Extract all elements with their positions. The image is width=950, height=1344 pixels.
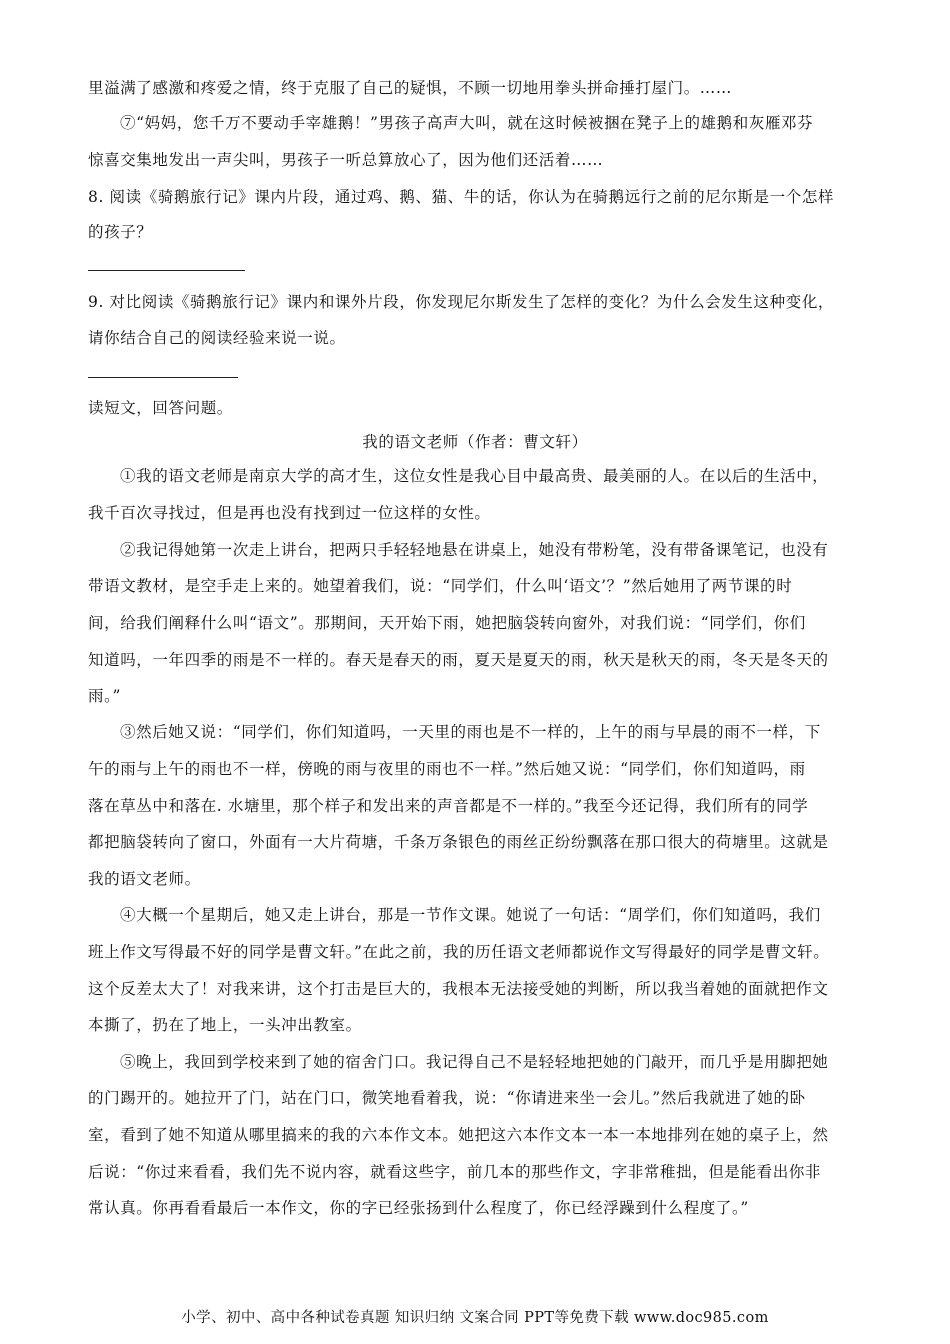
answer-line-question-8[interactable] — [88, 270, 245, 271]
article-line: 后说：“你过来看看，我们先不说内容，就看这些字，前几本的那些作文，字非常稚拙，但是能看出你非 — [88, 1163, 822, 1181]
passage-line: 惊喜交集地发出一声尖叫，男孩子一听总算放心了，因为他们还活着…… — [88, 151, 604, 169]
article-line: 午的雨与上午的雨也不一样，傍晚的雨与夜里的雨也不一样。”然后她又说：“同学们，你们知道吗，雨 — [88, 760, 806, 778]
passage-line: 里溢满了感激和疼爱之情，终于克服了自己的疑惧，不顾一切地用拳头拼命捶打屋门。…… — [88, 79, 733, 97]
section-instruction: 读短文，回答问题。 — [88, 399, 233, 417]
article-line: 室，看到了她不知道从哪里搞来的我的六本作文本。她把这六本作文本一本一本地排列在她的桌子上，然 — [88, 1126, 829, 1144]
footer-banner[interactable]: 小学、初中、高中各种试卷真题 知识归纳 文案合同 PPT等免费下载 www.doc985.com — [181, 1310, 769, 1326]
article-line: 我的语文老师。 — [88, 870, 201, 888]
article-line: 这个反差太大了！对我来讲，这个打击是巨大的，我根本无法接受她的判断，所以我当着她的面就把作文 — [88, 980, 829, 998]
article-paragraph-4: ④大概一个星期后，她又走上讲台，那是一节作文课。她说了一句话：“周学们，你们知道吗，我们 — [120, 906, 821, 924]
article-line: 雨。” — [88, 687, 121, 705]
article-paragraph-5: ⑤晚上，我回到学校来到了她的宿舍门口。我记得自己不是轻轻地把她的门敲开，而几乎是用脚把她 — [120, 1053, 829, 1071]
question-8-continued: 的孩子？ — [88, 223, 153, 241]
article-line: 带语文教材，是空手走上来的。她望着我们，说：“同学们，什么叫‘语文’？”然后她用了两节课的时 — [88, 577, 793, 595]
answer-line-question-9[interactable] — [88, 377, 238, 378]
article-line: 我千百次寻找过，但是再也没有找到过一位这样的女性。 — [88, 504, 491, 522]
question-8: 8. 阅读《骑鹅旅行记》课内片段，通过鸡、鹅、猫、牛的话，你认为在骑鹅远行之前的尼尔斯是一个怎样 — [88, 188, 835, 206]
article-line: 都把脑袋转向了窗口，外面有一大片荷塘，千条万条银色的雨丝正纷纷飘落在那口很大的荷塘里。这就是 — [88, 833, 829, 851]
question-9: 9. 对比阅读《骑鹅旅行记》课内和课外片段，你发现尼尔斯发生了怎样的变化？为什么会发生这种变化， — [88, 293, 835, 311]
article-line: 的门踢开的。她拉开了门，站在门口，微笑地看着我，说：“你请进来坐一会儿。”然后我就进了她的卧 — [88, 1089, 806, 1107]
question-9-continued: 请你结合自己的阅读经验来说一说。 — [88, 329, 346, 347]
article-paragraph-1: ①我的语文老师是南京大学的高才生，这位女性是我心目中最高贵、最美丽的人。在以后的生活中， — [120, 467, 829, 485]
article-line: 班上作文写得最不好的同学是曹文轩。”在此之前，我的历任语文老师都说作文写得最好的同学是曹文轩。 — [88, 943, 830, 961]
article-line: 落在草丛中和落在. 水塘里，那个样子和发出来的声音都是不一样的。”我至今还记得，我们所有的同学 — [88, 797, 809, 815]
article-paragraph-3: ③然后她又说：“同学们，你们知道吗，一天里的雨也是不一样的，上午的雨与早晨的雨不一样，下 — [120, 723, 821, 741]
article-line: 知道吗，一年四季的雨是不一样的。春天是春天的雨，夏天是夏天的雨，秋天是秋天的雨，冬天是冬天的 — [88, 651, 829, 669]
article-paragraph-2: ②我记得她第一次走上讲台，把两只手轻轻地悬在讲桌上，她没有带粉笔，没有带备课笔记，也没有 — [120, 541, 829, 559]
article-line: 常认真。你再看看最后一本作文，你的字已经张扬到什么程度了，你已经浮躁到什么程度了。” — [88, 1199, 749, 1217]
article-title: 我的语文老师（作者：曹文轩） — [362, 433, 588, 451]
passage-paragraph-7: ⑦“妈妈，您千万不要动手宰雄鹅！”男孩子高声大叫，就在这时候被捆在凳子上的雄鹅和灰雁邓芬 — [120, 114, 814, 132]
article-line: 本撕了，扔在了地上，一头冲出教室。 — [88, 1016, 362, 1034]
article-line: 间，给我们阐释什么叫“语文”。那期间，天开始下雨，她把脑袋转向窗外，对我们说：“同学们，你们 — [88, 614, 806, 632]
